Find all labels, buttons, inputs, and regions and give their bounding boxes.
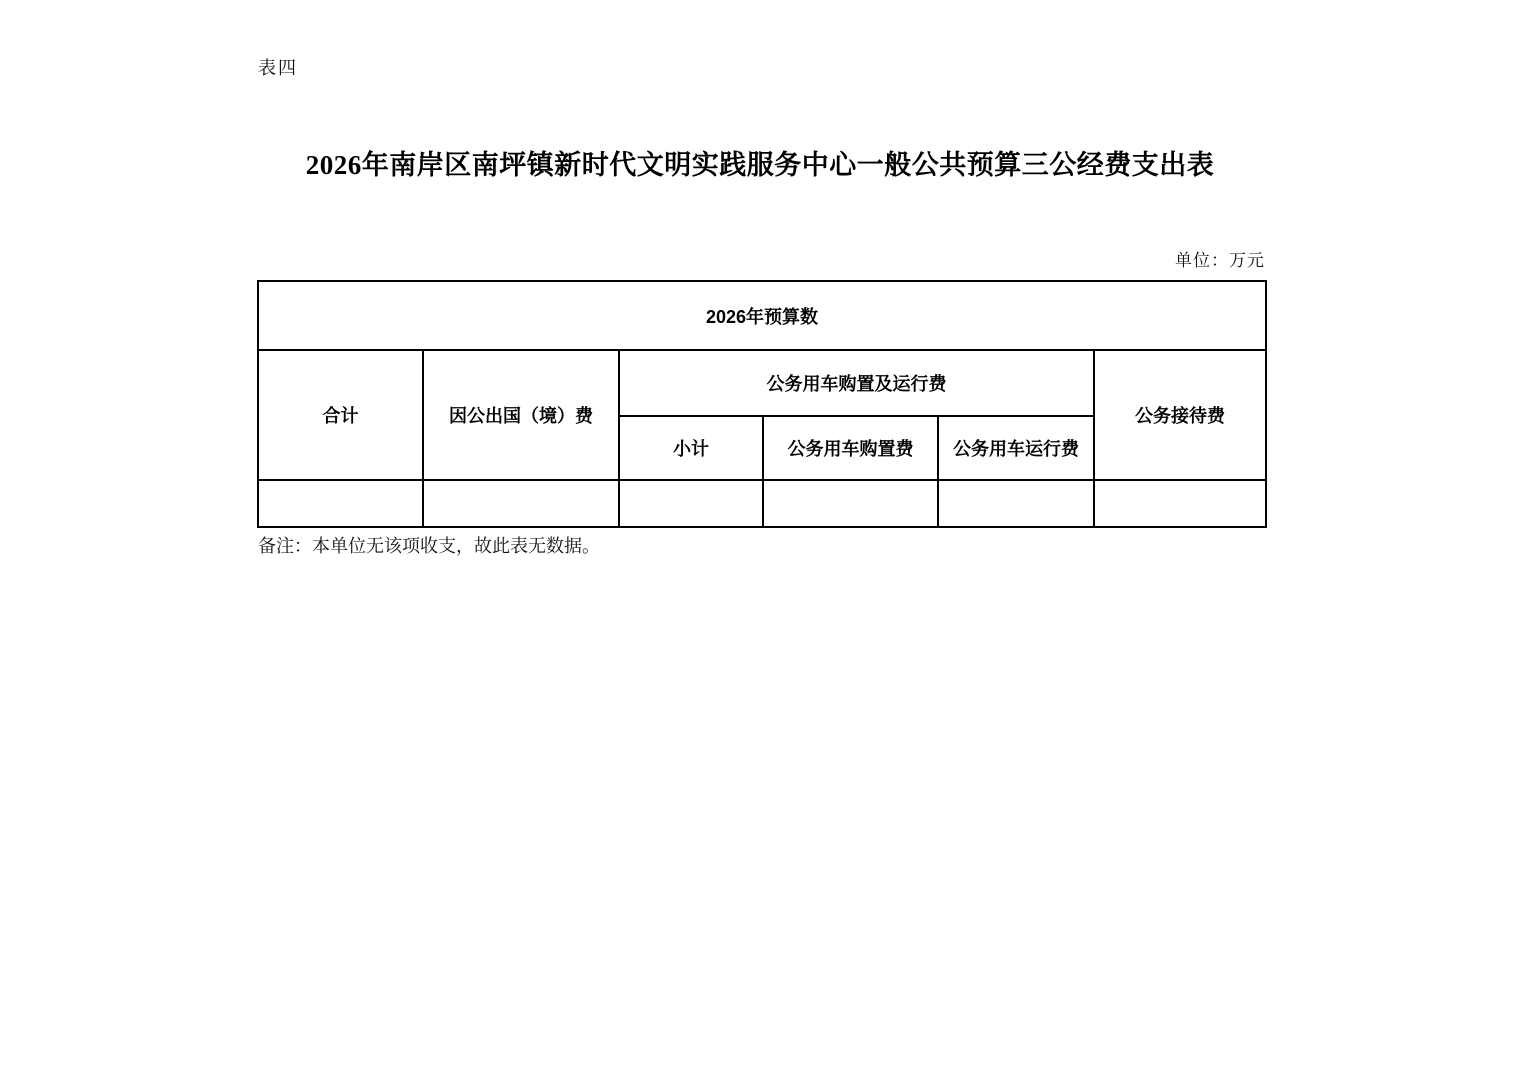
col-header-vehicle-group: 公务用车购置及运行费 [619,350,1094,416]
table-number-label: 表四 [258,58,298,78]
col-header-reception: 公务接待费 [1094,350,1266,480]
year-header-cell: 2026年预算数 [258,281,1266,350]
page-title: 2026年南岸区南坪镇新时代文明实践服务中心一般公共预算三公经费支出表 [305,150,1215,180]
data-cell-reception [1094,480,1266,527]
data-cell-vehicle-subtotal [619,480,763,527]
data-cell-vehicle-operation [938,480,1094,527]
col-header-abroad: 因公出国（境）费 [423,350,619,480]
data-cell-total [258,480,423,527]
table-row-header-upper [258,350,1266,416]
note: 备注：本单位无该项收支，故此表无数据。 [258,536,600,556]
data-cell-vehicle-purchase [763,480,938,527]
data-cell-abroad [423,480,619,527]
table-row-year [258,281,1266,350]
col-header-vehicle-purchase: 公务用车购置费 [763,416,938,480]
budget-table [257,280,1267,528]
col-header-vehicle-subtotal: 小计 [619,416,763,480]
unit-label: 单位：万元 [1175,251,1265,270]
table-data-row [258,480,1266,527]
col-header-vehicle-operation: 公务用车运行费 [938,416,1094,480]
col-header-total: 合计 [258,350,423,480]
